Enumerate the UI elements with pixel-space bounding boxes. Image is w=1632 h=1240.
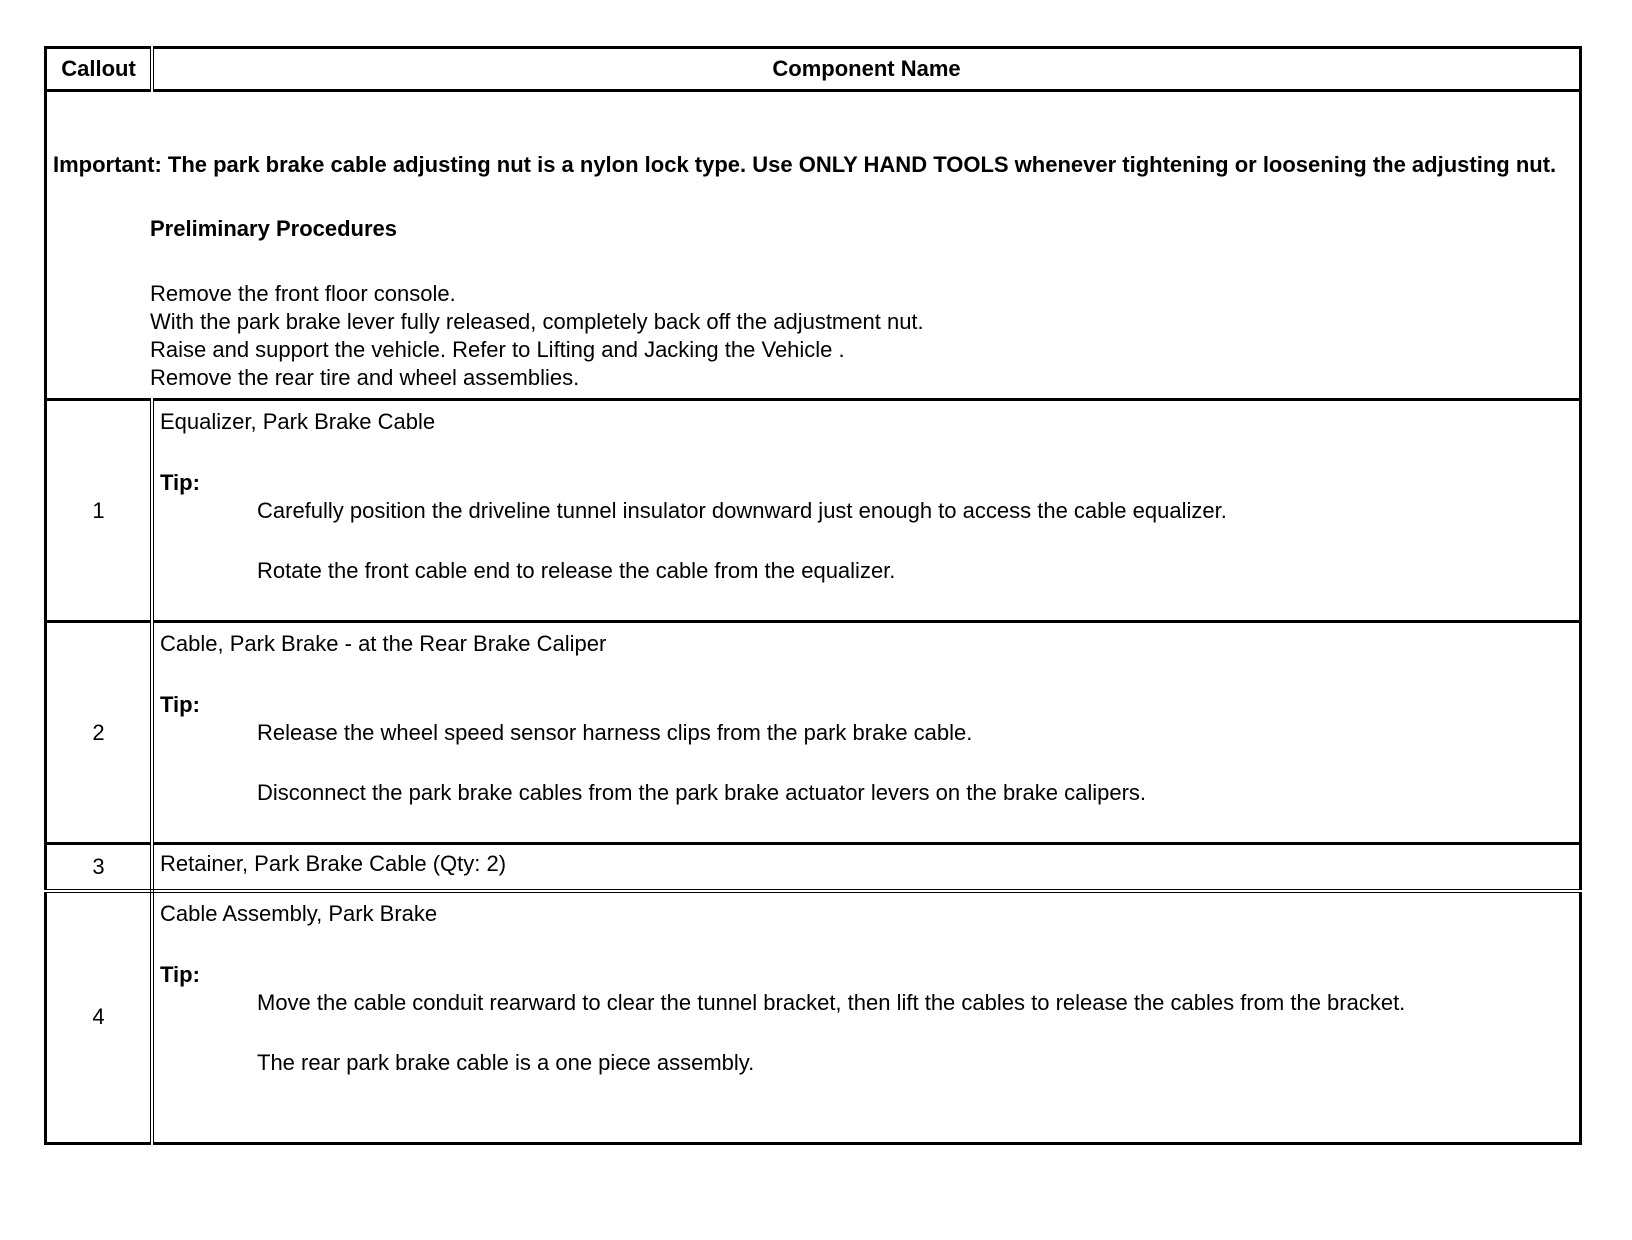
preliminary-steps-list (150, 280, 1571, 392)
preliminary-step: Raise and support the vehicle. Refer to Lifting and Jacking the Vehicle . (150, 337, 845, 362)
component-table-container (44, 46, 1582, 1145)
component-name: Equalizer, Park Brake Cable (160, 409, 436, 434)
component-name: Cable, Park Brake - at the Rear Brake Caliper (160, 631, 607, 656)
tip-label: Tip: (160, 962, 200, 987)
tip-text: Release the wheel speed sensor harness clips from the park brake cable. (257, 720, 973, 745)
preliminary-procedures-title: Preliminary Procedures (150, 216, 398, 241)
tip-text: Move the cable conduit rearward to clear the tunnel bracket, then lift the cables to release the cables from the bracket. (257, 990, 1406, 1015)
callout-cell: 1 (46, 400, 153, 622)
component-table (44, 46, 1582, 1145)
preliminary-step: Remove the front floor console. (150, 281, 456, 306)
component-name: Retainer, Park Brake Cable (Qty: 2) (160, 851, 507, 876)
tip-text: Carefully position the driveline tunnel insulator downward just enough to access the cable equalizer. (257, 498, 1227, 523)
intro-row (46, 91, 1581, 400)
intro-cell (46, 91, 1581, 400)
tip-label: Tip: (160, 692, 200, 717)
tip-text: Rotate the front cable end to release the cable from the equalizer. (257, 558, 896, 583)
callout-cell: 4 (46, 891, 153, 1143)
callout-cell: 2 (46, 622, 153, 844)
component-name: Cable Assembly, Park Brake (160, 901, 438, 926)
tip-label: Tip: (160, 470, 200, 495)
component-name-header: Component Name (152, 48, 1581, 91)
callout-cell: 3 (46, 844, 153, 892)
table-row (46, 400, 1581, 622)
important-note: Important: The park brake cable adjusting nut is a nylon lock type. Use ONLY HAND TOOLS whenever tightening or loosening the adjusting nut. (53, 152, 1557, 177)
tip-text: The rear park brake cable is a one piece assembly. (257, 1050, 755, 1075)
component-cell (152, 622, 1581, 844)
component-cell (152, 844, 1581, 892)
table-row (46, 844, 1581, 892)
callout-header: Callout (46, 48, 153, 91)
preliminary-step: Remove the rear tire and wheel assemblies. (150, 365, 580, 390)
component-cell (152, 400, 1581, 622)
component-cell (152, 891, 1581, 1143)
tip-text: Disconnect the park brake cables from the park brake actuator levers on the brake calipers. (257, 780, 1147, 805)
table-row (46, 622, 1581, 844)
preliminary-step: With the park brake lever fully released, completely back off the adjustment nut. (150, 309, 924, 334)
table-header-row (46, 48, 1581, 91)
table-row (46, 891, 1581, 1143)
